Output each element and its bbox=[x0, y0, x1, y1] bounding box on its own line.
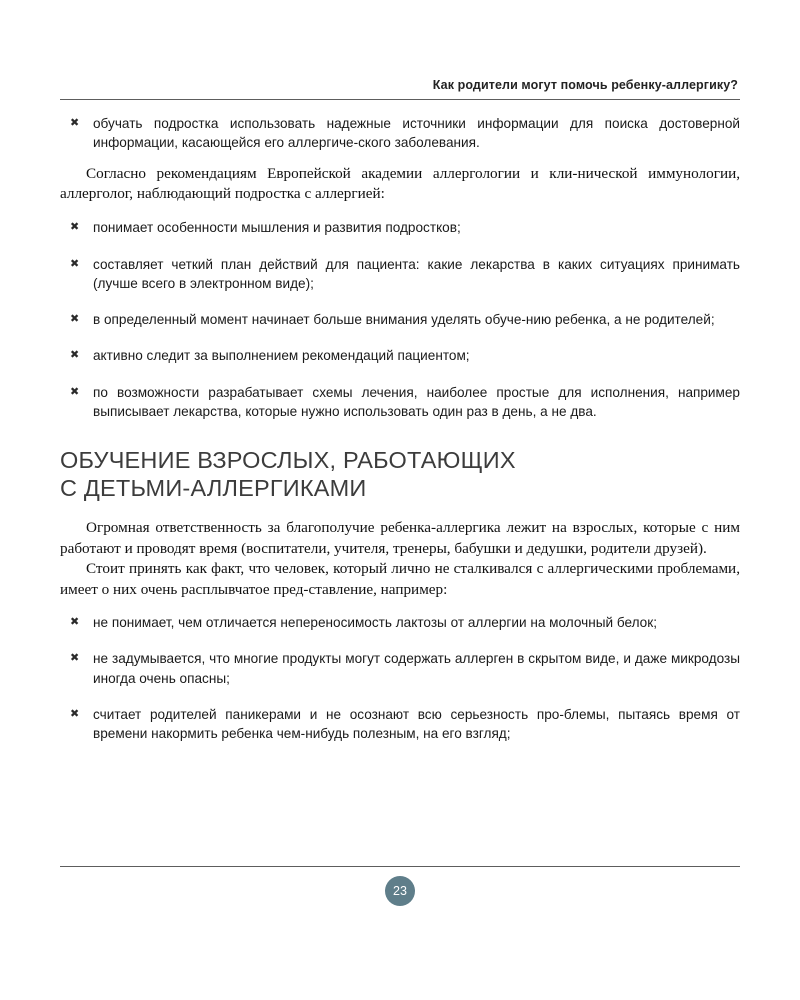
list-item bbox=[60, 649, 740, 688]
list-item bbox=[60, 346, 740, 365]
page-number-badge: 23 bbox=[385, 876, 415, 906]
list-item-text: понимает особенности мышления и развития подростков; bbox=[93, 220, 461, 236]
bullet-cross-icon: ✖ bbox=[70, 312, 80, 326]
list-item-text: составляет четкий план действий для пациента: какие лекарства в каких ситуациях принимать (лучше всего в электронном виде); bbox=[93, 256, 740, 291]
bullet-cross-icon: ✖ bbox=[70, 615, 80, 629]
bullet-list-bottom bbox=[60, 613, 740, 743]
list-item bbox=[60, 613, 740, 632]
header-rule bbox=[60, 99, 740, 100]
list-item bbox=[60, 218, 740, 237]
list-item-text: считает родителей паникерами и не осознают всю серьезность про-блемы, пытаясь время от времени накормить ребенка чем-нибудь полезным, на его взгляд; bbox=[93, 707, 740, 742]
list-item bbox=[60, 383, 740, 422]
page-content bbox=[60, 78, 740, 744]
bullet-cross-icon: ✖ bbox=[70, 348, 80, 362]
running-head: Как родители могут помочь ребенку-аллергику? bbox=[432, 78, 738, 92]
bullet-cross-icon: ✖ bbox=[70, 707, 80, 721]
bullet-list-main bbox=[60, 218, 740, 421]
bullet-list-top bbox=[60, 114, 740, 153]
list-item-text: обучать подростка использовать надежные источники информации для поиска достоверной информации, касающейся его аллергиче-ского заболевания. bbox=[93, 116, 740, 151]
list-item bbox=[60, 310, 740, 329]
bullet-cross-icon: ✖ bbox=[70, 220, 80, 234]
bullet-cross-icon: ✖ bbox=[70, 116, 80, 129]
paragraph-body-1: Огромная ответственность за благополучие ребенка-аллергика лежит на взрослых, которые с ним работают и проводят время (воспитатели, учителя, тренеры, бабушки и дедушки, родители друзей). bbox=[60, 518, 740, 557]
paragraph-intro-block bbox=[60, 164, 740, 206]
paragraph-intro: Согласно рекомендациям Европейской академии аллергологии и кли-нической иммунологии, аллерголог, наблюдающий подростка с аллергией: bbox=[60, 164, 740, 203]
bullet-cross-icon: ✖ bbox=[70, 256, 80, 270]
bullet-cross-icon: ✖ bbox=[70, 384, 80, 398]
paragraph-body-2: Стоит принять как факт, что человек, который лично не сталкивался с аллергическими проблемами, имеет о них очень расплывчатое пред-ставление, например: bbox=[60, 560, 740, 599]
list-item bbox=[60, 705, 740, 744]
list-item bbox=[60, 114, 740, 153]
list-item-text: по возможности разрабатывает схемы лечения, наиболее простые для исполнения, например выписывает лекарства, которые нужно использовать один раз в день, а не два. bbox=[93, 384, 740, 420]
section-heading-line-1: ОБУЧЕНИЕ ВЗРОСЛЫХ, РАБОТАЮЩИХ bbox=[60, 447, 516, 474]
bullet-cross-icon: ✖ bbox=[70, 651, 80, 665]
section-heading-line-2: С ДЕТЬМИ-АЛЛЕРГИКАМИ bbox=[60, 474, 367, 501]
list-item-text: в определенный момент начинает больше внимания уделять обуче-нию ребенка, а не родителей; bbox=[93, 312, 715, 328]
list-item bbox=[60, 255, 740, 294]
footer-rule bbox=[60, 866, 740, 867]
list-item-text: не задумывается, что многие продукты могут содержать аллерген в скрытом виде, и даже микродозы иногда очень опасны; bbox=[93, 651, 740, 686]
section-heading bbox=[60, 447, 740, 502]
list-item-text: не понимает, чем отличается непереносимость лактозы от аллергии на молочный белок; bbox=[93, 615, 657, 631]
list-item-text: активно следит за выполнением рекомендаций пациентом; bbox=[93, 348, 470, 364]
